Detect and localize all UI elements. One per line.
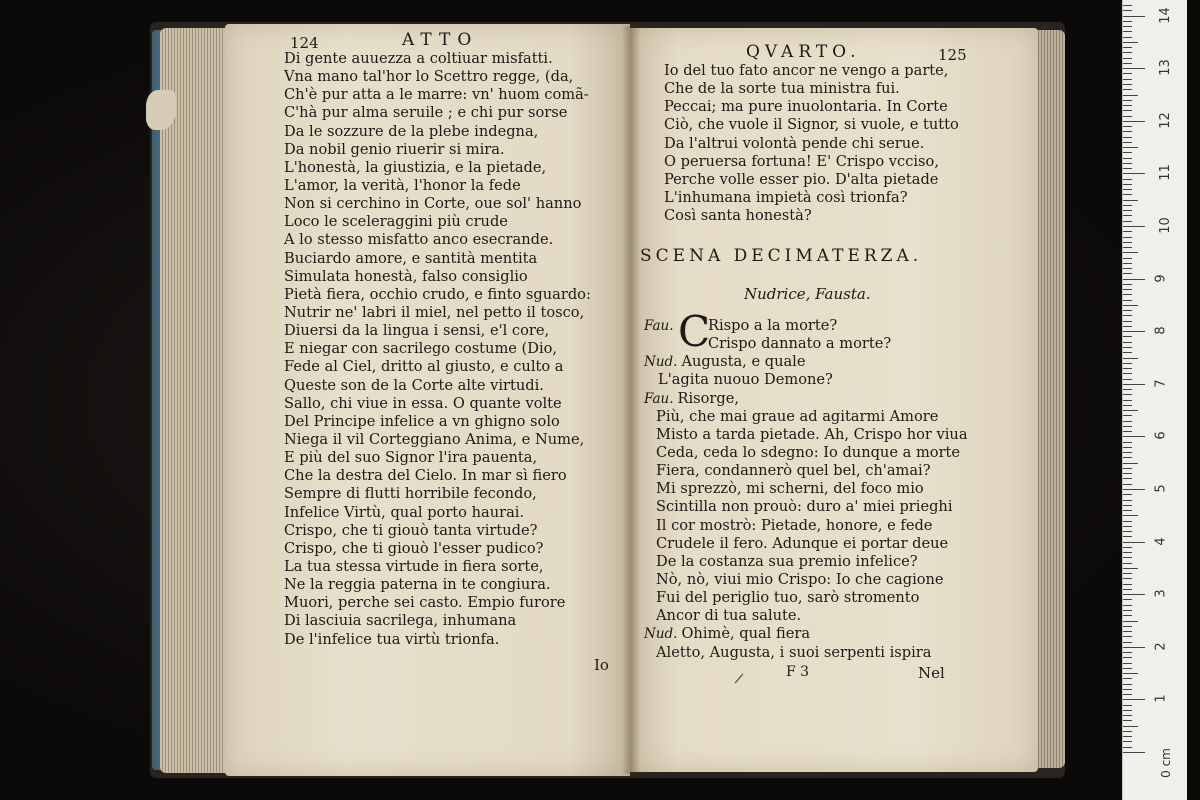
text-line: Fede al Ciel, dritto al giusto, e culto a (284, 358, 564, 376)
ruler-tick (1123, 147, 1138, 148)
dialogue-line (644, 408, 968, 426)
ruler-tick (1123, 594, 1145, 595)
ruler-tick (1123, 342, 1132, 343)
ruler-tick (1123, 95, 1138, 96)
ruler-tick (1123, 168, 1132, 169)
speaker-tag: Nud. (644, 626, 678, 643)
ruler-tick (1123, 741, 1132, 742)
dialogue-line (644, 644, 968, 662)
ruler-tick (1123, 373, 1132, 374)
ruler-tick (1123, 573, 1132, 574)
ruler-tick (1123, 657, 1132, 658)
ruler-tick (1123, 131, 1132, 132)
text-line: O peruersa fortuna! E' Crispo vcciso, (664, 152, 939, 170)
ruler-tick (1123, 226, 1145, 227)
ruler-tick (1123, 605, 1132, 606)
ruler-tick (1123, 331, 1145, 332)
ruler-tick (1123, 300, 1132, 301)
ruler-tick (1123, 599, 1132, 600)
ruler-tick (1123, 431, 1132, 432)
signature-mark: F 3 (786, 664, 810, 680)
ruler-tick (1123, 621, 1138, 622)
text-line: Del Principe infelice a vn ghigno solo (284, 412, 560, 430)
ruler-number: 1 (1153, 694, 1169, 704)
ruler-tick (1123, 552, 1132, 553)
ruler-tick (1123, 689, 1132, 690)
text-line: Ch'è pur atta a le marre: vn' huom comã- (284, 86, 589, 104)
ruler-tick (1123, 21, 1132, 22)
ruler-number: 8 (1153, 326, 1169, 335)
ruler-tick (1123, 389, 1132, 390)
ruler-tick (1123, 89, 1132, 90)
text-line: Da nobil genio riuerir si mira. (284, 140, 505, 158)
ruler-tick (1123, 705, 1132, 706)
text-line: Muori, perche sei casto. Empio furore (284, 594, 566, 612)
dialogue-line (644, 353, 968, 371)
text-line: Da le sozzure de la plebe indegna, (284, 122, 539, 140)
text-line: Ne la reggia paterna in te congiura. (284, 576, 551, 594)
drop-cap: C (678, 307, 711, 356)
ruler-tick (1123, 42, 1138, 43)
dialogue-text: Il cor mostrò: Pietade, honore, e fede (656, 516, 933, 534)
ruler-tick (1123, 184, 1132, 185)
text-line: Che de la sorte tua ministra fui. (664, 80, 900, 98)
dialogue-text: Ceda, ceda lo sdegno: Io dunque a morte (656, 443, 961, 461)
book-gutter (622, 26, 640, 774)
text-line: Vna mano tal'hor lo Scettro regge, (da, (284, 68, 574, 86)
ruler-tick (1123, 252, 1138, 253)
ruler-tick (1123, 447, 1132, 448)
text-line: E più del suo Signor l'ira pauenta, (284, 449, 538, 467)
ruler-tick (1123, 105, 1132, 106)
dialogue-text: Aletto, Augusta, i suoi serpenti ispira (656, 643, 932, 661)
ruler-tick (1123, 31, 1132, 32)
text-line: Nutrir ne' labri il miel, nel petto il tosco, (284, 303, 585, 321)
speaker-tag: Nud. (644, 354, 678, 371)
dialogue-text: Fui del periglio tuo, sarò stromento (656, 589, 920, 607)
ruler-tick (1123, 321, 1132, 322)
ruler-tick (1123, 536, 1132, 537)
ruler-tick (1123, 542, 1145, 543)
dialogue-line (644, 444, 968, 462)
ruler-tick (1123, 426, 1132, 427)
ruler-tick (1123, 678, 1132, 679)
ruler-unit-label: 0 cm (1158, 748, 1173, 778)
ruler-tick (1123, 710, 1132, 711)
ruler-number: 5 (1153, 484, 1169, 493)
ruler-tick (1123, 642, 1132, 643)
text-line: Loco le sceleraggini più crude (284, 213, 508, 231)
text-line: C'hà pur alma seruile ; e chi pur sorse (284, 104, 568, 122)
dialogue-line (644, 462, 968, 480)
ruler-tick (1123, 63, 1132, 64)
text-line: Diuersi da la lingua i sensi, e'l core, (284, 322, 550, 340)
dialogue-text: Ancor di tua salute. (656, 607, 802, 625)
ruler-tick (1123, 505, 1132, 506)
dialogue-block (644, 307, 968, 662)
text-line: Perche volle esser pio. D'alta pietade (664, 170, 939, 188)
left-catchword: Io (594, 656, 609, 674)
dialogue-text: Augusta, e quale (681, 353, 806, 371)
dialogue-text: Crudele il fero. Adunque ei portar deue (656, 534, 949, 552)
ruler-number: 9 (1153, 273, 1169, 283)
right-page-number: 125 (938, 46, 967, 64)
ruler-tick (1123, 310, 1132, 311)
ruler-number: 2 (1153, 642, 1169, 651)
ruler-tick (1123, 242, 1132, 243)
ruler-tick (1123, 584, 1132, 585)
text-line: E niegar con sacrilego costume (Dio, (284, 340, 558, 358)
ruler-tick (1123, 142, 1132, 143)
dialogue-text: Crispo dannato a morte? (708, 335, 892, 353)
right-text-block (664, 62, 959, 225)
ruler-tick (1123, 163, 1132, 164)
ruler-tick (1123, 752, 1145, 753)
text-line: Infelice Virtù, qual porto haurai. (284, 503, 525, 521)
ruler-tick (1123, 100, 1132, 101)
ruler-tick (1123, 326, 1132, 327)
scene-characters: Nudrice, Fausta. (744, 285, 871, 303)
text-line: Queste son de la Corte alte virtudi. (284, 376, 544, 394)
ruler-tick (1123, 547, 1132, 548)
ruler-tick (1123, 726, 1138, 727)
ruler-tick (1123, 473, 1132, 474)
ruler-tick (1123, 263, 1132, 264)
ruler-tick (1123, 589, 1132, 590)
text-line: De l'infelice tua virtù trionfa. (284, 630, 500, 648)
text-line: Di gente auuezza a coltiuar misfatti. (284, 50, 553, 67)
ruler-tick (1123, 110, 1132, 111)
text-line: Pietà fiera, occhio crudo, e finto sguardo: (284, 285, 591, 303)
text-line: Di lasciuia sacrilega, inhumana (284, 612, 517, 630)
ruler-tick (1123, 368, 1132, 369)
text-line: Da l'altrui volontà pende chi serue. (664, 134, 925, 152)
ruler-tick (1123, 189, 1132, 190)
dialogue-line (644, 426, 968, 444)
dialogue-line (644, 535, 968, 553)
ruler-tick (1123, 289, 1132, 290)
text-line: Peccai; ma pure inuolontaria. In Corte (664, 98, 948, 116)
ruler-tick (1123, 436, 1145, 437)
dialogue-line (644, 607, 968, 625)
ruler-tick (1123, 47, 1132, 48)
dialogue-line (644, 625, 968, 643)
ruler-tick (1123, 200, 1138, 201)
ruler-tick (1123, 636, 1132, 637)
ruler-tick (1123, 305, 1138, 306)
ruler-tick (1123, 510, 1132, 511)
ruler-tick (1123, 205, 1132, 206)
dialogue-line (644, 589, 968, 607)
right-catchword: Nel (918, 664, 945, 682)
ruler-number: 7 (1153, 379, 1169, 388)
dialogue-line (644, 498, 968, 516)
text-line: A lo stesso misfatto anco esecrande. (284, 231, 554, 249)
dialogue-text: Più, che mai graue ad agitarmi Amore (656, 407, 939, 425)
ruler-tick (1123, 347, 1132, 348)
ruler-tick (1123, 231, 1132, 232)
speaker-tag: Fau. (644, 390, 674, 407)
ruler-tick (1123, 478, 1132, 479)
torn-page-fragment (146, 90, 176, 130)
ruler-tick (1123, 421, 1132, 422)
ruler-tick (1123, 379, 1132, 380)
ruler-tick (1123, 631, 1132, 632)
ruler-tick (1123, 647, 1145, 648)
ruler-tick (1123, 715, 1132, 716)
ruler-tick (1123, 268, 1132, 269)
ruler-tick (1123, 58, 1132, 59)
ruler-tick (1123, 258, 1132, 259)
dialogue-text: Ohimè, qual fiera (681, 625, 811, 643)
ruler-tick (1123, 237, 1132, 238)
ruler-tick (1123, 68, 1145, 69)
ruler-tick (1123, 221, 1132, 222)
ruler-tick (1123, 273, 1132, 274)
text-line: Non si cerchino in Corte, oue sol' hanno (284, 195, 582, 213)
dialogue-text: Scintilla non prouò: duro a' miei prieghi (656, 498, 953, 516)
ruler-tick (1123, 526, 1132, 527)
ruler-tick (1123, 79, 1132, 80)
ruler-tick (1123, 5, 1132, 6)
ruler-number: 6 (1153, 431, 1169, 441)
ruler-tick (1123, 578, 1132, 579)
dialogue-line (644, 517, 968, 535)
ruler-tick (1123, 668, 1132, 669)
ruler-tick (1123, 116, 1132, 117)
dialogue-text: L'agita nuouo Demone? (658, 371, 833, 389)
ruler-tick (1123, 336, 1132, 337)
ruler-tick (1123, 663, 1132, 664)
ruler-tick (1123, 652, 1132, 653)
ruler-tick (1123, 557, 1132, 558)
text-line: Simulata honestà, falso consiglio (284, 267, 528, 285)
ruler-tick (1123, 410, 1138, 411)
ruler-number: 4 (1153, 536, 1169, 546)
ruler-tick (1123, 515, 1138, 516)
text-line: Sempre di flutti horribile fecondo, (284, 485, 537, 503)
ruler-number: 13 (1157, 59, 1173, 76)
ruler-number: 11 (1157, 164, 1173, 182)
ruler-tick (1123, 352, 1132, 353)
ruler-tick (1123, 194, 1132, 195)
text-line: Ciò, che vuole il Signor, si vuole, e tutto (664, 116, 959, 134)
dialogue-text: Risorge, (677, 389, 740, 407)
ruler-tick (1123, 173, 1145, 174)
ruler-tick (1123, 694, 1132, 695)
text-line: Che la destra del Cielo. In mar sì fiero (284, 467, 567, 485)
ruler-tick (1123, 84, 1132, 85)
ruler-tick (1123, 294, 1132, 295)
ruler-tick (1123, 315, 1132, 316)
ruler-tick (1123, 284, 1132, 285)
ruler-tick (1123, 489, 1145, 490)
ruler-tick (1123, 452, 1132, 453)
ruler-tick (1123, 10, 1132, 11)
text-line: Crispo, che ti giouò tanta virtude? (284, 521, 538, 539)
ruler-tick (1123, 126, 1132, 127)
ruler-tick (1123, 52, 1132, 53)
text-line: Niega il vil Corteggiano Anima, e Nume, (284, 430, 585, 448)
text-line: Sallo, chi viue in essa. O quante volte (284, 394, 562, 412)
text-line: L'amor, la verità, l'honor la fede (284, 176, 521, 194)
ruler-tick (1123, 521, 1132, 522)
left-running-head: ATTO (402, 30, 479, 50)
ruler-tick (1123, 494, 1132, 495)
ruler-tick (1123, 484, 1132, 485)
dialogue-line (644, 553, 968, 571)
ruler-tick (1123, 747, 1132, 748)
ruler-tick (1123, 442, 1132, 443)
dialogue-text: De la costanza sua premio infelice? (656, 552, 918, 570)
dialogue-text: Misto a tarda pietade. Ah, Crispo hor viua (656, 425, 968, 443)
ruler-number: 12 (1157, 112, 1173, 129)
text-line: L'inhumana impietà così trionfa? (664, 188, 908, 206)
ruler-tick (1123, 358, 1138, 359)
ruler-tick (1123, 610, 1132, 611)
text-line: L'honestà, la giustizia, e la pietade, (284, 158, 547, 176)
dialogue-text: Mi sprezzò, mi scherni, del foco mio (656, 480, 924, 498)
text-line: Io del tuo fato ancor ne vengo a parte, (664, 62, 949, 79)
right-running-head: QVARTO. (746, 42, 861, 62)
ruler-tick (1123, 405, 1132, 406)
ruler-tick (1123, 152, 1132, 153)
dialogue-text: Rispo a la morte? (708, 317, 838, 334)
ruler-tick (1123, 468, 1132, 469)
ruler-tick (1123, 720, 1132, 721)
ruler-tick (1123, 73, 1132, 74)
left-text-block (284, 50, 591, 649)
ruler-tick (1123, 463, 1138, 464)
ruler-tick (1123, 384, 1145, 385)
page-edges-left (160, 28, 230, 773)
ruler-tick (1123, 137, 1132, 138)
ruler-tick (1123, 247, 1132, 248)
measurement-ruler (1122, 0, 1187, 800)
ruler-tick (1123, 563, 1132, 564)
ruler-tick (1123, 736, 1132, 737)
ruler-tick (1123, 179, 1132, 180)
ruler-tick (1123, 210, 1132, 211)
ruler-tick (1123, 684, 1132, 685)
ruler-tick (1123, 500, 1132, 501)
ruler-tick (1123, 615, 1132, 616)
ruler-tick (1123, 673, 1138, 674)
ruler-tick (1123, 37, 1132, 38)
text-line: La tua stessa virtude in fiera sorte, (284, 557, 544, 575)
ruler-tick (1123, 363, 1132, 364)
ruler-number: 14 (1157, 6, 1173, 24)
dialogue-text: Nò, nò, viui mio Crispo: Io che cagione (656, 570, 944, 588)
dialogue-text: Fiera, condannerò quel bel, ch'amai? (656, 462, 931, 480)
ruler-tick (1123, 121, 1145, 122)
dialogue-line (644, 571, 968, 589)
ruler-tick (1123, 699, 1145, 700)
ruler-tick (1123, 568, 1138, 569)
ruler-tick (1123, 16, 1145, 17)
ruler-tick (1123, 457, 1132, 458)
ruler-tick (1123, 415, 1132, 416)
ruler-number: 3 (1153, 589, 1169, 598)
left-page-number: 124 (290, 34, 319, 52)
text-line: Crispo, che ti giouò l'esser pudico? (284, 539, 544, 557)
ruler-tick (1123, 400, 1132, 401)
ruler-number: 10 (1157, 217, 1173, 234)
ruler-tick (1123, 158, 1132, 159)
ruler-tick (1123, 626, 1132, 627)
dialogue-line (644, 335, 968, 353)
speaker-tag: Fau. (644, 318, 674, 334)
ruler-tick (1123, 731, 1132, 732)
ruler-tick (1123, 279, 1145, 280)
ruler-tick (1123, 531, 1132, 532)
ruler-tick (1123, 394, 1132, 395)
text-line: Buciardo amore, e santità mentita (284, 249, 538, 267)
dialogue-line (644, 480, 968, 498)
ruler-tick (1123, 215, 1132, 216)
text-line: Così santa honestà? (664, 207, 812, 225)
dialogue-line (644, 390, 968, 408)
dialogue-line (644, 371, 968, 389)
ruler-tick (1123, 26, 1132, 27)
scene-title: SCENA DECIMATERZA. (640, 246, 923, 266)
